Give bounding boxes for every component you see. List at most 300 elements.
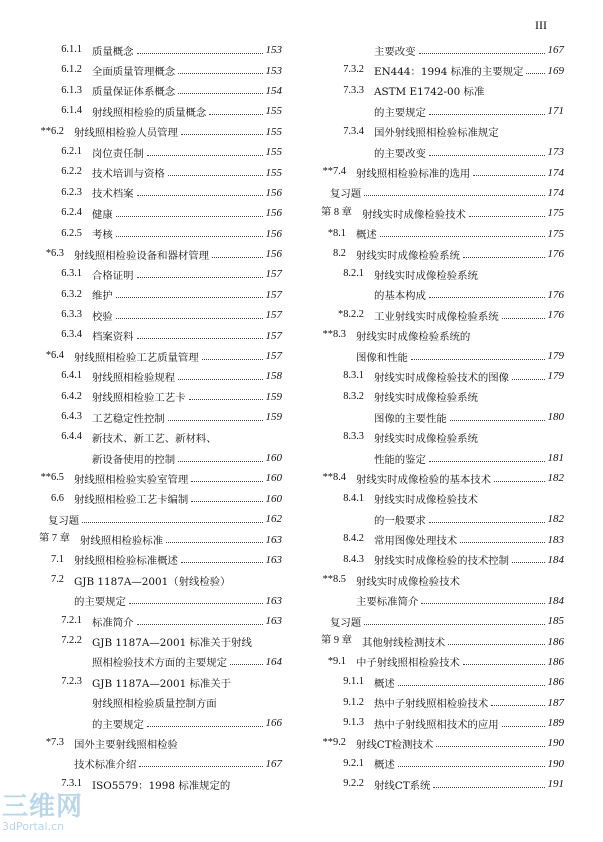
toc-entry-page: 159 <box>265 390 282 403</box>
toc-entry-title: 技术标准介绍 <box>74 759 137 772</box>
toc-entry-page: 174 <box>547 186 564 199</box>
dot-leader <box>178 461 262 462</box>
dot-leader <box>178 73 262 74</box>
toc-entry-page: 155 <box>265 105 282 118</box>
toc-entry <box>312 448 564 468</box>
toc-entry-page: 153 <box>265 64 282 77</box>
dot-leader <box>512 379 544 380</box>
toc-entry <box>312 162 564 182</box>
toc-entry-title: 质量保证体系概念 <box>92 86 176 99</box>
toc-entry-title: 射线照相检验标准的选用 <box>356 168 471 181</box>
toc-entry-title: 射线照相检验的质量概念 <box>92 106 207 119</box>
toc-entry-page: 175 <box>547 207 564 220</box>
toc-entry-number: 6.1.3 <box>61 84 82 96</box>
toc-entry-page: 186 <box>547 635 564 648</box>
toc-entry-number: 6.4.3 <box>61 411 82 423</box>
toc-entry-page: 157 <box>265 329 282 342</box>
toc-entry-number: 6.2.5 <box>61 227 82 239</box>
toc-entry-number: 7.1 <box>51 553 64 565</box>
dot-leader <box>181 562 263 563</box>
toc-entry-title: 复习题 <box>330 188 362 201</box>
dot-leader <box>116 318 263 319</box>
dot-leader <box>168 175 263 176</box>
dot-leader <box>137 53 263 54</box>
toc-entry-number: 9.2.1 <box>343 757 364 769</box>
toc-entry-page: 176 <box>547 309 564 322</box>
toc-entry-number: 6.2.4 <box>61 207 82 219</box>
toc-entry-title: 全面质量管理概念 <box>92 66 176 79</box>
toc-entry-number: 6.3.2 <box>61 288 82 300</box>
toc-entry <box>312 81 564 101</box>
toc-entry-number: 8.2.1 <box>343 268 364 280</box>
dot-leader <box>178 93 262 94</box>
toc-entry-number: 7.2 <box>51 574 64 586</box>
toc-entry-number: 8.3.2 <box>343 390 364 402</box>
toc-entry <box>30 631 282 651</box>
dot-leader <box>491 705 544 706</box>
dot-leader <box>380 236 545 237</box>
toc-entry-page: 187 <box>547 696 564 709</box>
toc-entry-title: 图像的主要性能 <box>374 412 447 425</box>
toc-entry <box>312 570 564 590</box>
toc-entry <box>312 264 564 284</box>
toc-entry-title: 合格证明 <box>92 269 134 282</box>
toc-entry <box>30 183 282 203</box>
toc-entry-title: 概述 <box>356 229 377 242</box>
toc-entry-title: ISO5579：1998 标准规定的 <box>92 779 231 792</box>
toc-entry-page: 162 <box>265 513 282 526</box>
toc-entry-number: **6.5 <box>40 472 64 484</box>
dot-leader <box>463 664 545 665</box>
toc-entry-title: 工业射线实时成像检验系统 <box>374 310 499 323</box>
dot-leader <box>469 216 545 217</box>
toc-entry <box>312 325 564 345</box>
toc-entry <box>30 529 282 549</box>
toc-entry-number: 9.1.1 <box>343 676 364 688</box>
toc-entry-title: 射线照相检验设备和器材管理 <box>74 249 210 262</box>
toc-entry-page: 190 <box>547 757 564 770</box>
toc-entry-title: 标准简介 <box>92 616 134 629</box>
toc-entry-page: 155 <box>265 146 282 159</box>
toc-entry-title: 照相检验技术方面的主要规定 <box>92 657 228 670</box>
dot-leader <box>181 134 263 135</box>
toc-entry-title: 的一般要求 <box>374 514 426 527</box>
toc-entry <box>312 427 564 447</box>
toc-entry-number: *8.1 <box>327 227 346 239</box>
toc-entry-page: 154 <box>265 84 282 97</box>
toc-entry-title: 复习题 <box>330 616 362 629</box>
toc-entry-number: 6.2.3 <box>61 186 82 198</box>
toc-entry-page: 176 <box>547 288 564 301</box>
toc-entry-number: 6.3.1 <box>61 268 82 280</box>
dot-leader <box>202 359 263 360</box>
toc-entry-title: 档案资料 <box>92 331 134 344</box>
toc-entry <box>30 366 282 386</box>
toc-entry-title: 射线CT系统 <box>374 779 431 792</box>
toc-entry <box>30 550 282 570</box>
dot-leader <box>364 195 544 196</box>
toc-entry-number: **8.3 <box>322 329 346 341</box>
watermark-url: 3dPortal.cn <box>2 820 65 833</box>
toc-entry-page: 184 <box>547 553 564 566</box>
toc-entry-number: 9.2.2 <box>343 778 364 790</box>
dot-leader <box>137 277 263 278</box>
dot-leader <box>460 542 544 543</box>
dot-leader <box>450 420 545 421</box>
toc-entry-page: 163 <box>265 553 282 566</box>
toc-entry-page: 156 <box>265 207 282 220</box>
toc-entry-page: 153 <box>265 44 282 57</box>
dot-leader <box>429 155 545 156</box>
toc-entry-title: 图像和性能 <box>356 351 408 364</box>
toc-entry-title: 的主要规定 <box>374 106 426 119</box>
toc-entry-number: 9.1.3 <box>343 716 364 728</box>
toc-entry-title: 射线照相检验工艺质量管理 <box>74 351 199 364</box>
toc-entry <box>30 285 282 305</box>
toc-entry-page: 173 <box>547 146 564 159</box>
toc-entry-title: 射线照相检验标准 <box>80 535 164 548</box>
toc-entry <box>30 693 282 713</box>
toc-entry-page: 179 <box>547 370 564 383</box>
toc-entry-page: 163 <box>265 533 282 546</box>
toc-entry-page: 158 <box>265 370 282 383</box>
toc-entry-page: 189 <box>547 717 564 730</box>
dot-leader <box>494 481 544 482</box>
toc-entry <box>30 60 282 80</box>
toc-entry-title: 质量概念 <box>92 45 134 58</box>
toc-entry <box>30 122 282 142</box>
toc-entry-title: 岗位责任制 <box>92 147 144 160</box>
dot-leader <box>429 114 545 115</box>
toc-entry-number: *9.1 <box>327 655 346 667</box>
toc-entry-page: 191 <box>547 778 564 791</box>
toc-entry <box>30 652 282 672</box>
toc-entry-title: 的主要规定 <box>74 596 126 609</box>
toc-entry-page: 167 <box>547 44 564 57</box>
toc-entry-title: 热中子射线照相检验技术 <box>374 698 489 711</box>
toc-entry <box>30 407 282 427</box>
dot-leader <box>191 481 262 482</box>
toc-entry <box>312 672 564 692</box>
toc-entry-title: 考核 <box>92 229 113 242</box>
toc-entry-title: 射线实时成像检验技术 <box>374 494 478 507</box>
toc-entry-title: 新技术、新工艺、新材料、 <box>92 433 217 446</box>
toc-entry <box>30 101 282 121</box>
toc-entry-page: 156 <box>265 227 282 240</box>
dot-leader <box>209 114 262 115</box>
toc-entry-number: 6.4.2 <box>61 390 82 402</box>
toc-entry-title: 技术培训与资格 <box>92 168 165 181</box>
dot-leader <box>137 195 263 196</box>
dot-leader <box>429 522 545 523</box>
toc-entry-title: 射线实时成像检验系统 <box>374 392 478 405</box>
toc-entry-number: 第 8 章 <box>320 207 352 219</box>
toc-entry <box>312 611 564 631</box>
dot-leader <box>147 155 263 156</box>
toc-entry-number: **8.4 <box>322 472 346 484</box>
toc-entry-number: 8.4.2 <box>343 533 364 545</box>
toc-entry-number: *8.2.2 <box>338 309 364 321</box>
dot-leader <box>230 664 262 665</box>
toc-entry-title: 射线实时成像检验技术 <box>356 575 460 588</box>
toc-entry-title: 主要标准简介 <box>356 596 419 609</box>
toc-entry <box>312 754 564 774</box>
toc-entry-title: 工艺稳定性控制 <box>92 412 165 425</box>
dot-leader <box>147 726 263 727</box>
toc-entry <box>312 713 564 733</box>
dot-leader <box>139 766 262 767</box>
toc-entry <box>30 427 282 447</box>
toc-entry-title: 技术档案 <box>92 188 134 201</box>
toc-entry <box>312 224 564 244</box>
dot-leader <box>82 522 262 523</box>
toc-entry <box>312 468 564 488</box>
toc-entry <box>312 142 564 162</box>
toc-entry <box>312 407 564 427</box>
toc-entry <box>312 509 564 529</box>
toc-entry <box>30 325 282 345</box>
toc-entry-number: 6.2.1 <box>61 145 82 157</box>
toc-entry <box>30 264 282 284</box>
toc-entry-number: *7.3 <box>45 737 64 749</box>
toc-entry-page: 186 <box>547 655 564 668</box>
dot-leader <box>189 399 263 400</box>
toc-entry-number: 8.3.3 <box>343 431 364 443</box>
toc-entry-number: 6.3.4 <box>61 329 82 341</box>
toc-entry-page: 163 <box>265 594 282 607</box>
toc-entry-title: 的主要改变 <box>374 147 426 160</box>
toc-entry-page: 171 <box>547 105 564 118</box>
toc-entry-number: 9.1.2 <box>343 696 364 708</box>
toc-entry-title: 复习题 <box>48 514 80 527</box>
toc-entry <box>30 346 282 366</box>
toc-entry <box>312 550 564 570</box>
toc-entry <box>312 631 564 651</box>
toc-entry-title: 射线照相检验人员管理 <box>74 127 178 140</box>
toc-entry <box>312 346 564 366</box>
dot-leader <box>421 603 544 604</box>
toc-entry-title: 性能的鉴定 <box>374 453 426 466</box>
toc-entry <box>312 387 564 407</box>
toc-entry-number: 6.3.3 <box>61 309 82 321</box>
dot-leader <box>463 257 545 258</box>
toc-entry-page: 175 <box>547 227 564 240</box>
toc-entry-page: 174 <box>547 166 564 179</box>
toc-entry-number: 7.3.4 <box>343 125 364 137</box>
toc-entry <box>312 40 564 60</box>
toc-entry <box>30 713 282 733</box>
toc-entry-page: 159 <box>265 411 282 424</box>
toc-entry-number: 6.4.4 <box>61 431 82 443</box>
toc-entry <box>312 366 564 386</box>
toc-entry-title: GJB 1187A—2001 标准关于 <box>92 677 232 690</box>
toc-entry-number: 8.2 <box>333 247 346 259</box>
toc-entry-page: 160 <box>265 472 282 485</box>
toc-entry-page: 184 <box>547 594 564 607</box>
toc-entry-title: 概述 <box>374 759 395 772</box>
toc-entry-title: 射线实时成像检验的技术控制 <box>374 555 510 568</box>
toc-entry <box>312 652 564 672</box>
page-number: III <box>535 18 547 32</box>
toc-entry-page: 180 <box>547 411 564 424</box>
toc-entry-title: 维护 <box>92 290 113 303</box>
dot-leader <box>166 542 262 543</box>
toc-entry <box>312 122 564 142</box>
toc-entry-page: 160 <box>265 452 282 464</box>
toc-entry <box>30 591 282 611</box>
toc-entry-title: ASTM E1742-00 标准 <box>374 86 485 99</box>
toc-entry <box>30 672 282 692</box>
toc-entry-number: 第 9 章 <box>320 635 352 647</box>
dot-leader <box>137 624 263 625</box>
toc-entry-number: 6.1.1 <box>61 44 82 55</box>
toc-entry-title: 射线实时成像检验技术的图像 <box>374 371 510 384</box>
toc-entry-number: *6.3 <box>45 247 64 259</box>
watermark-mark: 三维网 <box>2 792 84 822</box>
toc-entry-title: 国外主要射线照相检验 <box>74 738 178 751</box>
toc-entry-number: 7.2.2 <box>61 635 82 647</box>
dot-leader <box>212 257 262 258</box>
toc-entry <box>30 81 282 101</box>
dot-leader <box>398 766 545 767</box>
toc-entry-title: 射线照相检验工艺卡编制 <box>74 494 189 507</box>
dot-leader <box>429 461 545 462</box>
toc-entry-title: 射线实时成像检验系统 <box>356 249 460 262</box>
toc-entry <box>30 509 282 529</box>
toc-entry <box>30 468 282 488</box>
toc-entry <box>30 305 282 325</box>
toc-entry-number: 8.4.1 <box>343 492 364 504</box>
toc-entry <box>312 733 564 753</box>
toc-entry-number: 7.2.1 <box>61 614 82 626</box>
toc-entry-page: 185 <box>547 615 564 628</box>
toc-entry-number: 8.4.3 <box>343 553 364 565</box>
dot-leader <box>137 338 263 339</box>
toc-entry-page: 156 <box>265 248 282 261</box>
toc-entry-title: 校验 <box>92 310 113 323</box>
toc-entry-number: 第 7 章 <box>38 533 70 545</box>
toc-entry-number: 6.6 <box>51 492 64 504</box>
toc-entry-page: 157 <box>265 350 282 363</box>
toc-entry-title: 射线照相检验规程 <box>92 371 176 384</box>
toc-entry <box>30 754 282 774</box>
toc-entry-page: 155 <box>265 125 282 138</box>
toc-entry-page: 183 <box>547 533 564 546</box>
toc-entry <box>312 203 564 223</box>
toc-entry-page: 157 <box>265 309 282 322</box>
toc-entry <box>312 305 564 325</box>
toc-entry-number: **6.2 <box>40 125 64 137</box>
toc-entry-number: 6.1.2 <box>61 64 82 76</box>
toc-entry-page: 167 <box>265 757 282 770</box>
toc-entry <box>30 733 282 753</box>
toc-entry-title: 热中子射线照相技术的应用 <box>374 718 499 731</box>
toc-entry <box>30 203 282 223</box>
toc-entry-title: GJB 1187A—2001（射线检验） <box>74 575 231 588</box>
toc-entry <box>30 489 282 509</box>
toc-entry-page: 163 <box>265 615 282 628</box>
toc-entry-page: 166 <box>265 717 282 730</box>
toc-entry-number: 7.3.2 <box>343 64 364 76</box>
toc-entry-page: 157 <box>265 268 282 281</box>
toc-column-right <box>312 40 564 794</box>
dot-leader <box>429 297 545 298</box>
toc-entry-title: 健康 <box>92 208 113 221</box>
dot-leader <box>191 501 262 502</box>
toc-entry-page: 169 <box>547 64 564 77</box>
toc-entry-number: *6.4 <box>45 349 64 361</box>
toc-entry <box>30 162 282 182</box>
toc-entry <box>30 448 282 468</box>
toc-entry <box>312 774 564 794</box>
toc-entry-title: 射线照相检验工艺卡 <box>92 392 186 405</box>
toc-entry-title: 射线照相检验实验室管理 <box>74 473 189 486</box>
dot-leader <box>411 359 545 360</box>
toc-entry-title: EN444：1994 标准的主要规定 <box>374 66 524 79</box>
toc-entry <box>30 387 282 407</box>
toc-entry <box>312 285 564 305</box>
dot-leader <box>448 644 544 645</box>
toc-entry-page: 186 <box>547 676 564 689</box>
toc-entry-page: 182 <box>547 472 564 485</box>
toc-entry-page: 176 <box>547 248 564 261</box>
dot-leader <box>364 624 544 625</box>
toc-entry-page: 155 <box>265 166 282 179</box>
toc-entry-page: 182 <box>547 513 564 526</box>
toc-entry <box>312 60 564 80</box>
toc-entry-number: **8.5 <box>322 574 346 586</box>
toc-entry-title: 射线实时成像检验技术 <box>362 208 466 221</box>
toc-entry <box>30 224 282 244</box>
toc-entry-number: 6.4.1 <box>61 370 82 382</box>
dot-leader <box>526 73 544 74</box>
toc-entry-number: 6.2.2 <box>61 166 82 178</box>
toc-entry-number: **7.4 <box>322 166 346 178</box>
toc-entry <box>312 244 564 264</box>
toc-entry <box>30 244 282 264</box>
toc-entry-title: 新设备使用的控制 <box>92 453 176 466</box>
toc-entry-number: 7.3.1 <box>61 778 82 790</box>
toc-entry-title: 的主要规定 <box>92 718 144 731</box>
dot-leader <box>433 787 544 788</box>
toc-entry-page: 160 <box>265 492 282 505</box>
toc-entry <box>312 489 564 509</box>
toc-entry-number: 7.3.3 <box>343 84 364 96</box>
toc-entry <box>30 142 282 162</box>
dot-leader <box>419 53 545 54</box>
toc-entry-page: 156 <box>265 186 282 199</box>
toc-entry <box>30 40 282 60</box>
toc-entry <box>312 101 564 121</box>
toc-entry-title: 射线照相检验质量控制方面 <box>92 698 217 711</box>
toc-entry-title: 主要改变 <box>374 45 416 58</box>
toc-entry-title: 常用图像处理技术 <box>374 535 458 548</box>
toc-entry-title: 国外射线照相检验标准规定 <box>374 127 499 140</box>
toc-entry-title: 概述 <box>374 677 395 690</box>
dot-leader <box>502 726 545 727</box>
toc-entry-page: 164 <box>265 655 282 668</box>
dot-leader <box>512 562 544 563</box>
toc-entry <box>312 591 564 611</box>
toc-entry-number: **9.2 <box>322 737 346 749</box>
toc-entry-number: 7.2.3 <box>61 676 82 688</box>
dot-leader <box>473 175 544 176</box>
toc-entry-title: 射线实时成像检验的基本技术 <box>356 473 492 486</box>
toc-entry-title: 射线实时成像检验系统的 <box>356 331 471 344</box>
watermark-logo <box>2 793 102 835</box>
toc-entry-title: 射线照相检验标准概述 <box>74 555 178 568</box>
dot-leader <box>398 685 545 686</box>
